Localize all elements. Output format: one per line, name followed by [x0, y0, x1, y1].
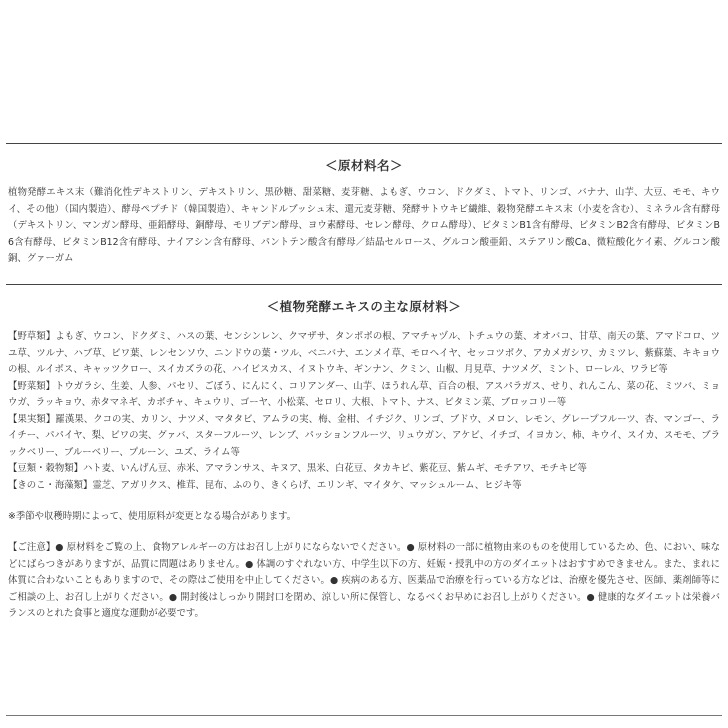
season-note: ※季節や収穫時期によって、使用原料が変更となる場合があります。: [8, 511, 297, 522]
middle-divider: [6, 284, 722, 285]
caution-text: 【ご注意】● 原材料をご覧の上、食物アレルギーの方はお召し上がりにならないでください。● 原材料の一部に植物由来のものを使用しているため、色、におい、味などにばらつきがありますが、品質に問題はありません。● 体調のすぐれない方、中学生以下の方、妊娠・授乳中の方のダイエットはおすすめできません。また、まれに体質に合わないこともありますので、その際はご使用を中止してください。● 疾病のある方、医薬品で治療を行っている方などは、治療を優先させ、医師、薬剤師等にご相談の上、お召し上がりください。● 開封後はしっかり開封口を閉め、涼しい所に保管し、なるべくお早めにお召し上がりください。● 健康的なダイエットは栄養バランスのとれた食事と適度な運動が必要です。: [8, 542, 720, 619]
category-vegetables: 【野菜類】トウガラシ、生姜、人参、パセリ、ごぼう、にんにく、コリアンダー、山芋、ほうれん草、百合の根、アスパラガス、せり、れんこん、菜の花、ミツバ、ミョウガ、ラッキョウ、赤タマネギ、カボチャ、キュウリ、ゴーヤ、小松菜、セロリ、大根、トマト、ナス、ビタミン菜、ブロッコリー等: [8, 380, 720, 408]
ingredients-text: 植物発酵エキス末（難消化性デキストリン、デキストリン、黒砂糖、甜菜糖、麦芽糖、よもぎ、ウコン、ドクダミ、トマト、リンゴ、バナナ、山芋、大豆、モモ、キウイ、その他）（国内製造）、酵母ペプチド（韓国製造）、キャンドルブッシュ末、還元麦芽糖、発酵サトウキビ繊維、穀物発酵エキス末（小麦を含む）、ミネラル含有酵母（デキストリン、マンガン酵母、亜鉛酵母、銅酵母、モリブデン酵母、ヨウ素酵母、セレン酵母、クロム酵母）、ビタミンB1含有酵母、ビタミンB2含有酵母、ビタミンB6含有酵母、ビタミンB12含有酵母、ナイアシン含有酵母、パントテン酸含有酵母／結晶セルロース、グルコン酸亜鉛、ステアリン酸Ca、微粒酸化ケイ素、グルコン酸銅、グァーガム: [8, 187, 720, 264]
plant-ingredients-list: [8, 329, 720, 494]
category-beans-grains: 【豆類・穀物類】ハト麦、いんげん豆、赤米、アマランサス、キヌア、黒米、白花豆、タカキビ、紫花豆、紫ムギ、モチアワ、モチキビ等: [8, 463, 587, 474]
category-mushrooms-seaweed: 【きのこ・海藻類】霊芝、アガリクス、椎茸、昆布、ふのり、きくらげ、エリンギ、マイタケ、マッシュルーム、ヒジキ等: [8, 479, 522, 491]
bottom-divider: [6, 715, 722, 716]
category-wild-herbs: 【野草類】よもぎ、ウコン、ドクダミ、ハスの葉、センシンレン、クマザサ、タンポポの根、アマチャヅル、トチュウの葉、オオバコ、甘草、南天の葉、アマドコロ、ツユ草、ツルナ、ハブ草、ビワ葉、レンセンソウ、ニンドウの葉・ツル、ベニバナ、エンメイ草、モロヘイヤ、セッコツボク、アカメガシワ、カミツレ、紫蘇葉、キキョウの根、ルイボス、キャッツクロー、スイカズラの花、ハイビスカス、イヌトウキ、ギンナン、クミン、山椒、月見草、ナツメグ、ミント、ローレル、ワラビ等: [8, 331, 720, 375]
category-fruits: 【果実類】羅漢果、クコの実、カリン、ナツメ、マタタビ、アムラの実、梅、金柑、イチジク、リンゴ、ブドウ、メロン、レモン、グレープフルーツ、杏、マンゴー、ライチー、パパイヤ、梨、ビワの実、グァバ、スターフルーツ、レンブ、パッションフルーツ、リュウガン、アケビ、イチゴ、イヨカン、柿、キウイ、スイカ、スモモ、ブラックベリー、ブルーベリー、プルーン、ユズ、ライム等: [8, 413, 720, 458]
plant-ingredients-heading: ＜植物発酵エキスの主な原材料＞: [266, 299, 462, 314]
top-divider: [6, 143, 722, 144]
ingredients-heading: ＜原材料名＞: [324, 158, 403, 173]
